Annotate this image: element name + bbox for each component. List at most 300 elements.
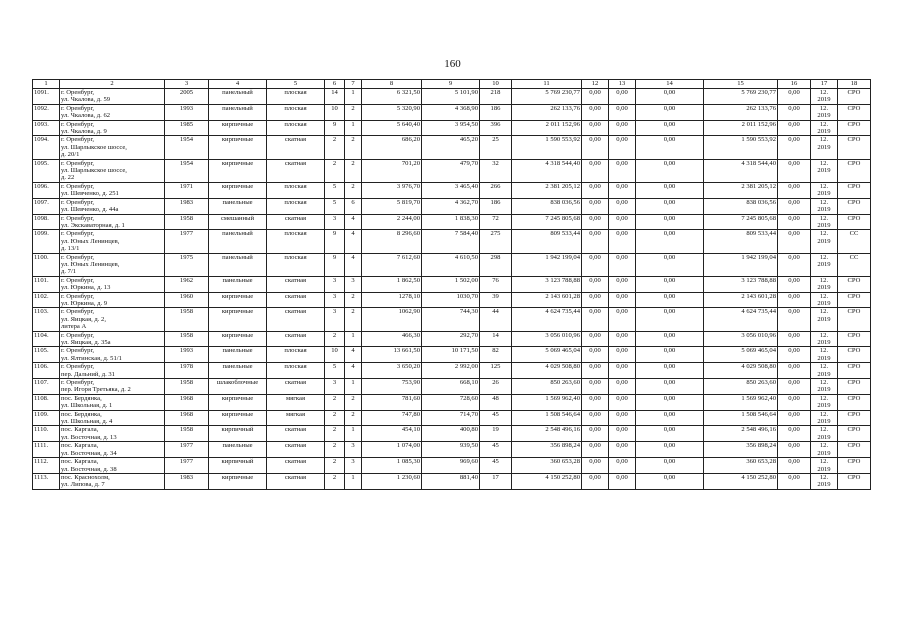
address-cell (60, 292, 165, 308)
floors-count: 9 (325, 253, 345, 276)
address-cell (60, 159, 165, 182)
address-cell (60, 410, 165, 426)
address-cell (60, 136, 165, 159)
row-number: 1113. (33, 473, 60, 489)
table-row (33, 410, 871, 426)
address-line: г. Оренбург, (61, 230, 95, 238)
completion-month: 12. (819, 473, 829, 481)
address-line: д. 20/1 (61, 151, 80, 159)
row-number: 1108. (33, 394, 60, 410)
completion-month: 12. (819, 363, 829, 371)
completion-year: 2019 (817, 465, 831, 473)
total-area: 1 085,30 (362, 458, 422, 474)
residents-count: 72 (480, 214, 512, 230)
table-row (33, 426, 871, 442)
roof-type: плоская (267, 230, 325, 253)
wall-material: панельные (209, 198, 267, 214)
cost-col-12: 0,00 (582, 331, 609, 347)
entrances-count: 1 (345, 331, 362, 347)
year-built: 1983 (165, 198, 209, 214)
wall-material: панельный (209, 104, 267, 120)
address-cell (60, 276, 165, 292)
year-built: 1983 (165, 473, 209, 489)
completion-date (811, 230, 838, 253)
address-line: ул. Липова, д. 7 (61, 481, 105, 489)
completion-year: 2019 (817, 237, 831, 245)
fund-method: СРО (838, 442, 871, 458)
wall-material: кирпичный (209, 458, 267, 474)
wall-material: кирпичные (209, 136, 267, 159)
living-area: 4 362,70 (422, 198, 480, 214)
column-header-17: 17 (811, 80, 838, 89)
fund-method: СРО (838, 276, 871, 292)
address-cell (60, 379, 165, 395)
address-cell (60, 198, 165, 214)
fund-method: СРО (838, 198, 871, 214)
roof-type: плоская (267, 363, 325, 379)
fund-method: СРО (838, 426, 871, 442)
cost-col-13: 0,00 (609, 120, 636, 136)
address-line: г. Оренбург, (61, 347, 95, 355)
completion-year: 2019 (817, 221, 831, 229)
address-cell (60, 253, 165, 276)
address-line: ул. Юных Ленинцев, (61, 237, 120, 245)
completion-date (811, 89, 838, 105)
total-area: 3 976,70 (362, 182, 422, 198)
roof-type: плоская (267, 347, 325, 363)
living-area: 292,70 (422, 331, 480, 347)
cost-col-13: 0,00 (609, 159, 636, 182)
floors-count: 2 (325, 458, 345, 474)
roof-type: плоская (267, 104, 325, 120)
table-row (33, 473, 871, 489)
floors-count: 5 (325, 363, 345, 379)
column-header-3: 3 (165, 80, 209, 89)
completion-date (811, 442, 838, 458)
table-row (33, 230, 871, 253)
address-line: пос. Каргала, (61, 442, 99, 450)
fund-method: СРО (838, 379, 871, 395)
cost-col-14: 0,00 (636, 347, 704, 363)
cost-col-14: 0,00 (636, 89, 704, 105)
residents-count: 45 (480, 410, 512, 426)
cost-col-12: 0,00 (582, 182, 609, 198)
completion-year: 2019 (817, 315, 831, 323)
address-cell (60, 394, 165, 410)
completion-month: 12. (819, 394, 829, 402)
year-built: 1958 (165, 214, 209, 230)
cost-col-14: 0,00 (636, 230, 704, 253)
residents-count: 45 (480, 442, 512, 458)
total-area: 466,30 (362, 331, 422, 347)
completion-month: 12. (819, 214, 829, 222)
address-cell (60, 363, 165, 379)
cost-col-14: 0,00 (636, 458, 704, 474)
cost-col-13: 0,00 (609, 230, 636, 253)
address-line: ул. Юркина, д. 9 (61, 299, 108, 307)
housing-registry-table (32, 79, 871, 490)
fund-method: СРО (838, 347, 871, 363)
cost-col-14: 0,00 (636, 182, 704, 198)
row-number: 1102. (33, 292, 60, 308)
roof-type: скатная (267, 214, 325, 230)
repair-cost: 5 069 465,04 (512, 347, 582, 363)
year-built: 1977 (165, 458, 209, 474)
completion-month: 12. (819, 89, 829, 96)
cost-col-12: 0,00 (582, 458, 609, 474)
residents-count: 76 (480, 276, 512, 292)
total-cost: 838 036,56 (704, 198, 778, 214)
cost-col-13: 0,00 (609, 458, 636, 474)
floors-count: 14 (325, 89, 345, 105)
completion-date (811, 473, 838, 489)
living-area: 465,20 (422, 136, 480, 159)
year-built: 1975 (165, 253, 209, 276)
year-built: 1962 (165, 276, 209, 292)
completion-month: 12. (819, 230, 829, 238)
entrances-count: 1 (345, 426, 362, 442)
address-line: ул. Экскаваторная, д. 1 (61, 221, 125, 229)
repair-cost: 262 133,76 (512, 104, 582, 120)
living-area: 668,10 (422, 379, 480, 395)
address-line: д. 7/1 (61, 268, 77, 276)
address-line: ул. Шевченко, д. 251 (61, 190, 119, 198)
roof-type: скатная (267, 473, 325, 489)
roof-type: скатная (267, 379, 325, 395)
total-area: 1 074,00 (362, 442, 422, 458)
table-row (33, 89, 871, 105)
table-row (33, 379, 871, 395)
living-area: 939,50 (422, 442, 480, 458)
fund-method: СРО (838, 292, 871, 308)
roof-type: скатная (267, 136, 325, 159)
total-area: 13 661,50 (362, 347, 422, 363)
living-area: 400,80 (422, 426, 480, 442)
completion-month: 12. (819, 276, 829, 284)
entrances-count: 6 (345, 198, 362, 214)
cost-col-16: 0,00 (778, 230, 811, 253)
repair-cost: 7 245 805,68 (512, 214, 582, 230)
row-number: 1105. (33, 347, 60, 363)
cost-col-12: 0,00 (582, 426, 609, 442)
address-line: г. Оренбург, (61, 120, 95, 128)
repair-cost: 1 508 546,64 (512, 410, 582, 426)
completion-year: 2019 (817, 449, 831, 457)
year-built: 1978 (165, 363, 209, 379)
address-line: г. Оренбург, (61, 136, 95, 144)
living-area: 744,30 (422, 308, 480, 331)
column-header-2: 2 (60, 80, 165, 89)
wall-material: панельный (209, 230, 267, 253)
cost-col-14: 0,00 (636, 331, 704, 347)
entrances-count: 3 (345, 442, 362, 458)
fund-method: СРО (838, 363, 871, 379)
total-area: 781,60 (362, 394, 422, 410)
year-built: 1993 (165, 104, 209, 120)
entrances-count: 2 (345, 182, 362, 198)
completion-date (811, 410, 838, 426)
completion-year: 2019 (817, 433, 831, 441)
completion-year: 2019 (817, 143, 831, 151)
cost-col-12: 0,00 (582, 473, 609, 489)
total-area: 5 819,70 (362, 198, 422, 214)
living-area: 714,70 (422, 410, 480, 426)
fund-method: СРО (838, 331, 871, 347)
cost-col-16: 0,00 (778, 394, 811, 410)
address-cell (60, 458, 165, 474)
floors-count: 2 (325, 136, 345, 159)
address-line: пер. Дальний, д. 31 (61, 370, 115, 378)
column-header-12: 12 (582, 80, 609, 89)
completion-month: 12. (819, 442, 829, 450)
fund-method: СРО (838, 458, 871, 474)
fund-method: СРО (838, 182, 871, 198)
row-number: 1095. (33, 159, 60, 182)
address-line: г. Оренбург, (61, 214, 95, 222)
cost-col-13: 0,00 (609, 292, 636, 308)
roof-type: плоская (267, 120, 325, 136)
row-number: 1091. (33, 89, 60, 105)
total-cost: 1 508 546,64 (704, 410, 778, 426)
cost-col-14: 0,00 (636, 214, 704, 230)
cost-col-13: 0,00 (609, 331, 636, 347)
address-line: д. 22 (61, 174, 75, 182)
cost-col-13: 0,00 (609, 394, 636, 410)
completion-year: 2019 (817, 206, 831, 214)
completion-year: 2019 (817, 370, 831, 378)
roof-type: скатная (267, 308, 325, 331)
entrances-count: 2 (345, 159, 362, 182)
completion-year: 2019 (817, 354, 831, 362)
address-cell (60, 473, 165, 489)
cost-col-16: 0,00 (778, 253, 811, 276)
row-number: 1096. (33, 182, 60, 198)
residents-count: 186 (480, 104, 512, 120)
row-number: 1100. (33, 253, 60, 276)
residents-count: 39 (480, 292, 512, 308)
page-number: 160 (444, 58, 461, 70)
cost-col-14: 0,00 (636, 394, 704, 410)
cost-col-14: 0,00 (636, 292, 704, 308)
floors-count: 3 (325, 276, 345, 292)
cost-col-13: 0,00 (609, 136, 636, 159)
completion-month: 12. (819, 331, 829, 339)
cost-col-16: 0,00 (778, 89, 811, 105)
wall-material: смешанный (209, 214, 267, 230)
cost-col-14: 0,00 (636, 442, 704, 458)
living-area: 728,60 (422, 394, 480, 410)
fund-method: СРО (838, 214, 871, 230)
total-area: 5 640,40 (362, 120, 422, 136)
completion-year: 2019 (817, 418, 831, 426)
completion-date (811, 120, 838, 136)
wall-material: кирпичные (209, 182, 267, 198)
completion-date (811, 253, 838, 276)
entrances-count: 2 (345, 308, 362, 331)
completion-month: 12. (819, 347, 829, 355)
column-header-4: 4 (209, 80, 267, 89)
repair-cost: 3 123 788,88 (512, 276, 582, 292)
living-area: 3 954,50 (422, 120, 480, 136)
entrances-count: 4 (345, 214, 362, 230)
cost-col-12: 0,00 (582, 136, 609, 159)
living-area: 10 171,50 (422, 347, 480, 363)
repair-cost: 2 143 601,28 (512, 292, 582, 308)
repair-cost: 4 624 735,44 (512, 308, 582, 331)
column-header-16: 16 (778, 80, 811, 89)
cost-col-13: 0,00 (609, 104, 636, 120)
cost-col-13: 0,00 (609, 426, 636, 442)
cost-col-16: 0,00 (778, 198, 811, 214)
table-row (33, 253, 871, 276)
cost-col-12: 0,00 (582, 292, 609, 308)
year-built: 1971 (165, 182, 209, 198)
fund-method: СС (838, 230, 871, 253)
entrances-count: 1 (345, 120, 362, 136)
wall-material: кирпичные (209, 292, 267, 308)
cost-col-12: 0,00 (582, 379, 609, 395)
cost-col-14: 0,00 (636, 426, 704, 442)
total-area: 3 650,20 (362, 363, 422, 379)
total-area: 2 244,00 (362, 214, 422, 230)
cost-col-13: 0,00 (609, 347, 636, 363)
cost-col-16: 0,00 (778, 331, 811, 347)
total-area: 8 296,60 (362, 230, 422, 253)
year-built: 1958 (165, 308, 209, 331)
total-cost: 262 133,76 (704, 104, 778, 120)
address-line: ул. Чкалова, д. 9 (61, 128, 107, 136)
total-cost: 5 769 230,77 (704, 89, 778, 105)
table-row (33, 458, 871, 474)
total-cost: 1 590 553,92 (704, 136, 778, 159)
address-line: пос. Краснохолм, (61, 473, 110, 481)
table-row (33, 442, 871, 458)
completion-month: 12. (819, 136, 829, 144)
total-cost: 2 381 205,12 (704, 182, 778, 198)
completion-date (811, 308, 838, 331)
column-header-11: 11 (512, 80, 582, 89)
floors-count: 2 (325, 394, 345, 410)
cost-col-12: 0,00 (582, 442, 609, 458)
wall-material: кирпичные (209, 410, 267, 426)
entrances-count: 4 (345, 347, 362, 363)
repair-cost: 2 011 152,96 (512, 120, 582, 136)
residents-count: 298 (480, 253, 512, 276)
total-cost: 360 653,28 (704, 458, 778, 474)
cost-col-14: 0,00 (636, 473, 704, 489)
total-cost: 3 123 788,88 (704, 276, 778, 292)
cost-col-13: 0,00 (609, 379, 636, 395)
cost-col-13: 0,00 (609, 308, 636, 331)
completion-date (811, 136, 838, 159)
residents-count: 44 (480, 308, 512, 331)
cost-col-12: 0,00 (582, 363, 609, 379)
column-header-10: 10 (480, 80, 512, 89)
total-area: 454,10 (362, 426, 422, 442)
total-cost: 3 056 010,96 (704, 331, 778, 347)
roof-type: скатная (267, 159, 325, 182)
roof-type: плоская (267, 89, 325, 105)
completion-month: 12. (819, 458, 829, 466)
residents-count: 17 (480, 473, 512, 489)
roof-type: скатная (267, 442, 325, 458)
floors-count: 9 (325, 120, 345, 136)
total-cost: 356 898,24 (704, 442, 778, 458)
address-line: г. Оренбург, (61, 198, 95, 206)
address-cell (60, 104, 165, 120)
address-line: ул. Ялтинская, д. 51/1 (61, 354, 122, 362)
residents-count: 48 (480, 394, 512, 410)
entrances-count: 2 (345, 136, 362, 159)
cost-col-16: 0,00 (778, 308, 811, 331)
column-header-18: 18 (838, 80, 871, 89)
living-area: 1 838,30 (422, 214, 480, 230)
floors-count: 3 (325, 308, 345, 331)
address-line: ул. Восточная, д. 13 (61, 433, 117, 441)
floors-count: 10 (325, 347, 345, 363)
completion-date (811, 276, 838, 292)
completion-month: 12. (819, 198, 829, 206)
completion-year: 2019 (817, 299, 831, 307)
cost-col-13: 0,00 (609, 198, 636, 214)
cost-col-14: 0,00 (636, 308, 704, 331)
repair-cost: 838 036,56 (512, 198, 582, 214)
fund-method: СРО (838, 410, 871, 426)
repair-cost: 356 898,24 (512, 442, 582, 458)
cost-col-14: 0,00 (636, 363, 704, 379)
repair-cost: 1 569 962,40 (512, 394, 582, 410)
address-line: г. Оренбург, (61, 292, 95, 300)
total-cost: 850 263,60 (704, 379, 778, 395)
total-cost: 4 318 544,40 (704, 159, 778, 182)
roof-type: скатная (267, 331, 325, 347)
entrances-count: 3 (345, 458, 362, 474)
cost-col-13: 0,00 (609, 253, 636, 276)
completion-date (811, 331, 838, 347)
roof-type: мягкая (267, 410, 325, 426)
completion-date (811, 159, 838, 182)
wall-material: панельный (209, 89, 267, 105)
roof-type: плоская (267, 198, 325, 214)
row-number: 1104. (33, 331, 60, 347)
residents-count: 19 (480, 426, 512, 442)
column-header-7: 7 (345, 80, 362, 89)
wall-material: панельные (209, 442, 267, 458)
entrances-count: 2 (345, 292, 362, 308)
year-built: 1958 (165, 426, 209, 442)
completion-date (811, 347, 838, 363)
completion-month: 12. (819, 182, 829, 190)
wall-material: кирпичный (209, 426, 267, 442)
cost-col-12: 0,00 (582, 89, 609, 105)
column-header-5: 5 (267, 80, 325, 89)
address-line: ул. Чкалова, д. 62 (61, 112, 111, 120)
floors-count: 10 (325, 104, 345, 120)
completion-month: 12. (819, 410, 829, 418)
row-number: 1112. (33, 458, 60, 474)
cost-col-16: 0,00 (778, 347, 811, 363)
total-cost: 1 942 199,04 (704, 253, 778, 276)
residents-count: 396 (480, 120, 512, 136)
address-line: ул. Восточная, д. 38 (61, 465, 117, 473)
completion-year: 2019 (817, 128, 831, 136)
wall-material: кирпичные (209, 394, 267, 410)
wall-material: кирпичные (209, 120, 267, 136)
total-area: 747,80 (362, 410, 422, 426)
completion-month: 12. (819, 379, 829, 387)
address-cell (60, 442, 165, 458)
address-cell (60, 347, 165, 363)
